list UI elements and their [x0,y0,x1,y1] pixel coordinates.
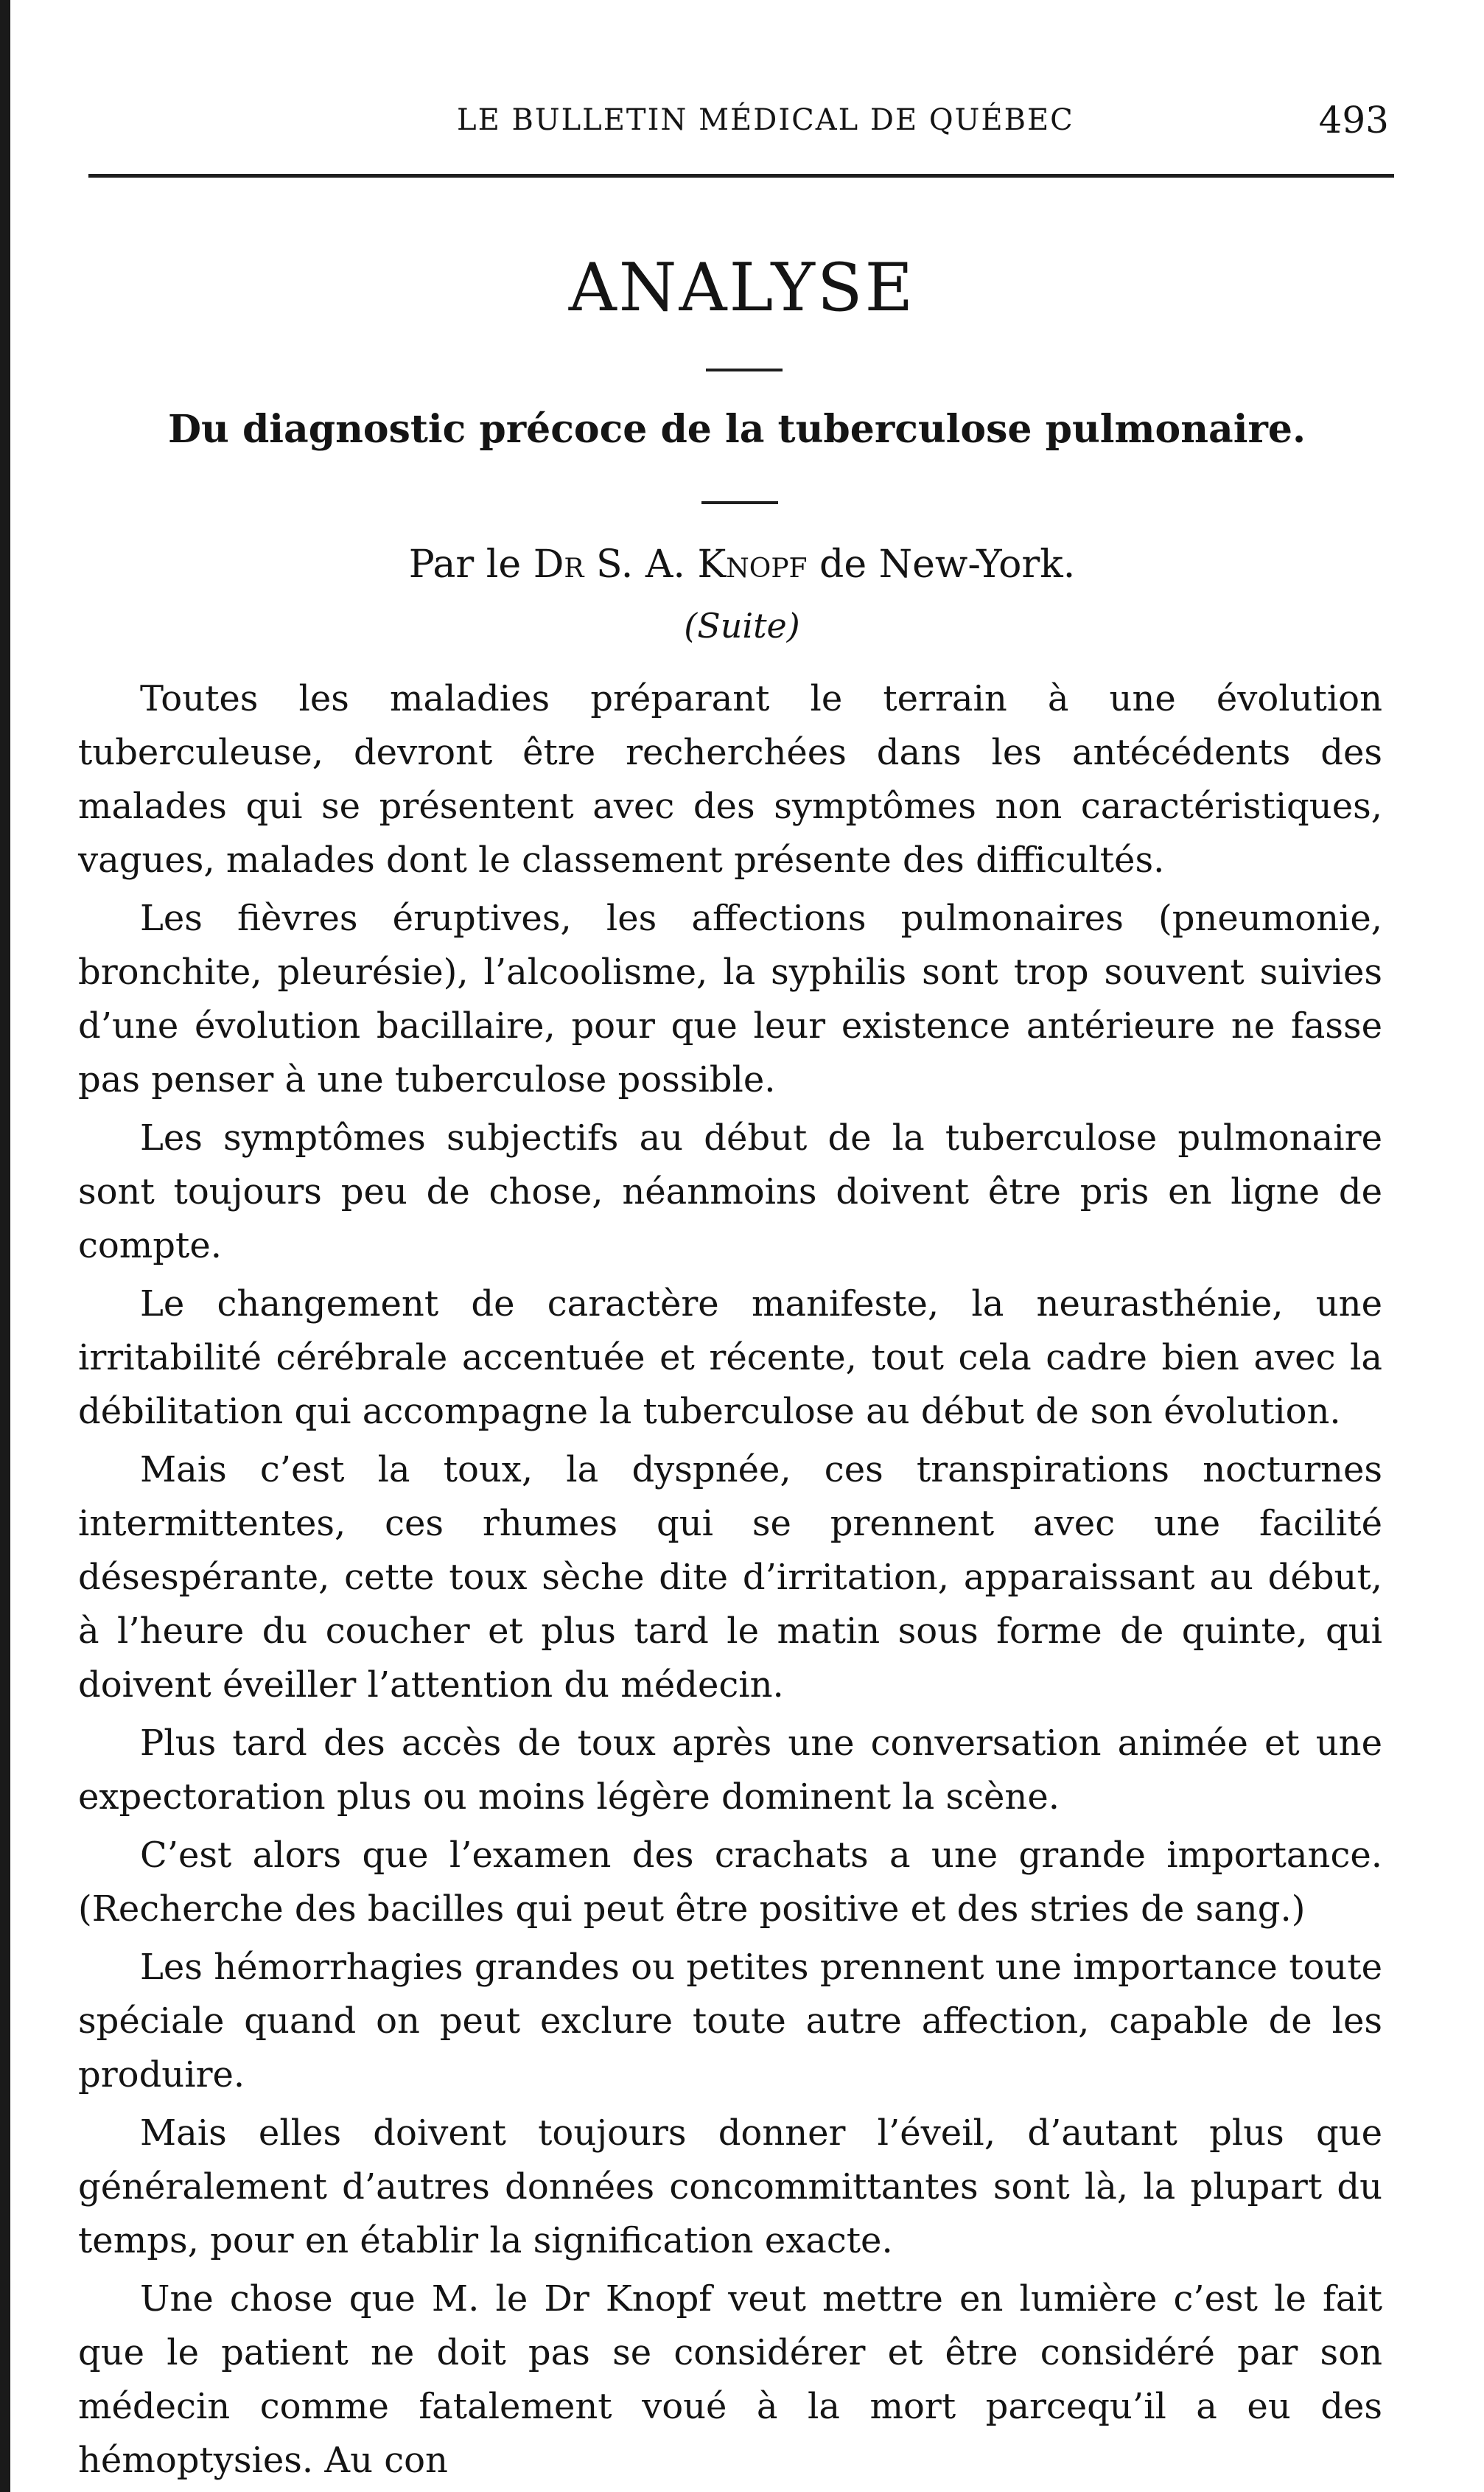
paragraph: Une chose que M. le Dr Knopf veut mettre en lumière c’est le fait que le patient ne doit pas se considérer et être considéré par son médecin comme fatalement voué à la mort parcequ’il a eu des hémoptysies. Au con [78,2278,1382,2481]
paragraph: Les hémorrhagies grandes ou petites prennent une importance toute spéciale quand on peut exclure toute autre affection, capable de les produire. [78,1947,1382,2095]
article-body [78,672,1382,2492]
paragraph: Toutes les maladies préparant le terrain à une évolution tuberculeuse, devront être recherchées dans les antécédents des malades qui se présentent avec des symptômes non caractéristiques, vagues, malades dont le classement présente des difficultés. [78,678,1382,881]
author-surname: Knopf [697,542,808,587]
author-initials: S. A. [584,542,698,587]
paragraph: Mais elles doivent toujours donner l’éveil, d’autant plus que généralement d’autres données concommittantes sont là, la plupart du temps, pour en établir la signification exacte. [78,2112,1382,2261]
doctor-title: Dr [533,542,584,587]
author-place: de New-York. [807,542,1076,587]
scan-binding-edge [0,0,10,2492]
byline-prefix: Par le [408,542,533,587]
section-title: ANALYSE [568,249,916,327]
paragraph: Plus tard des accès de toux après une conversation animée et une expectoration plus ou moins légère dominent la scène. [78,1723,1382,1818]
title-divider [706,369,783,371]
continuation-note: (Suite) [684,606,800,646]
paragraph: C’est alors que l’examen des crachats a une grande importance. (Recherche des bacilles qui peut être positive et des stries de sang.) [78,1835,1382,1930]
page-number: 493 [1318,99,1389,142]
paragraph: Les fièvres éruptives, les affections pulmonaires (pneumonie, bronchite, pleurésie), l’alcoolisme, la syphilis sont trop souvent suivies d’une évolution bacillaire, pour que leur existence antérieure ne fasse pas penser à une tuberculose possible. [78,898,1382,1100]
paragraph: Mais c’est la toux, la dyspnée, ces transpirations nocturnes intermittentes, ces rhumes qui se prennent avec une facilité désespérante, cette toux sèche dite d’irritation, apparaissant au début, à l’heure du coucher et plus tard le matin sous forme de quinte, qui doivent éveiller l’attention du médecin. [78,1449,1382,1706]
page-header [88,99,1389,147]
paragraph: Le changement de caractère manifeste, la neurasthénie, une irritabilité cérébrale accentuée et récente, tout cela cadre bien avec la débilitation qui accompagne la tuberculose au début de son évolution. [78,1283,1382,1432]
paragraph: Les symptômes subjectifs au début de la tuberculose pulmonaire sont toujours peu de chose, néanmoins doivent être pris en ligne de compte. [78,1117,1382,1266]
header-rule [88,174,1394,178]
article-title: Du diagnostic précoce de la tuberculose pulmonaire. [167,407,1306,452]
author-byline [0,542,1484,587]
running-title: LE BULLETIN MÉDICAL DE QUÉBEC [457,103,1074,137]
byline-divider [701,501,778,504]
